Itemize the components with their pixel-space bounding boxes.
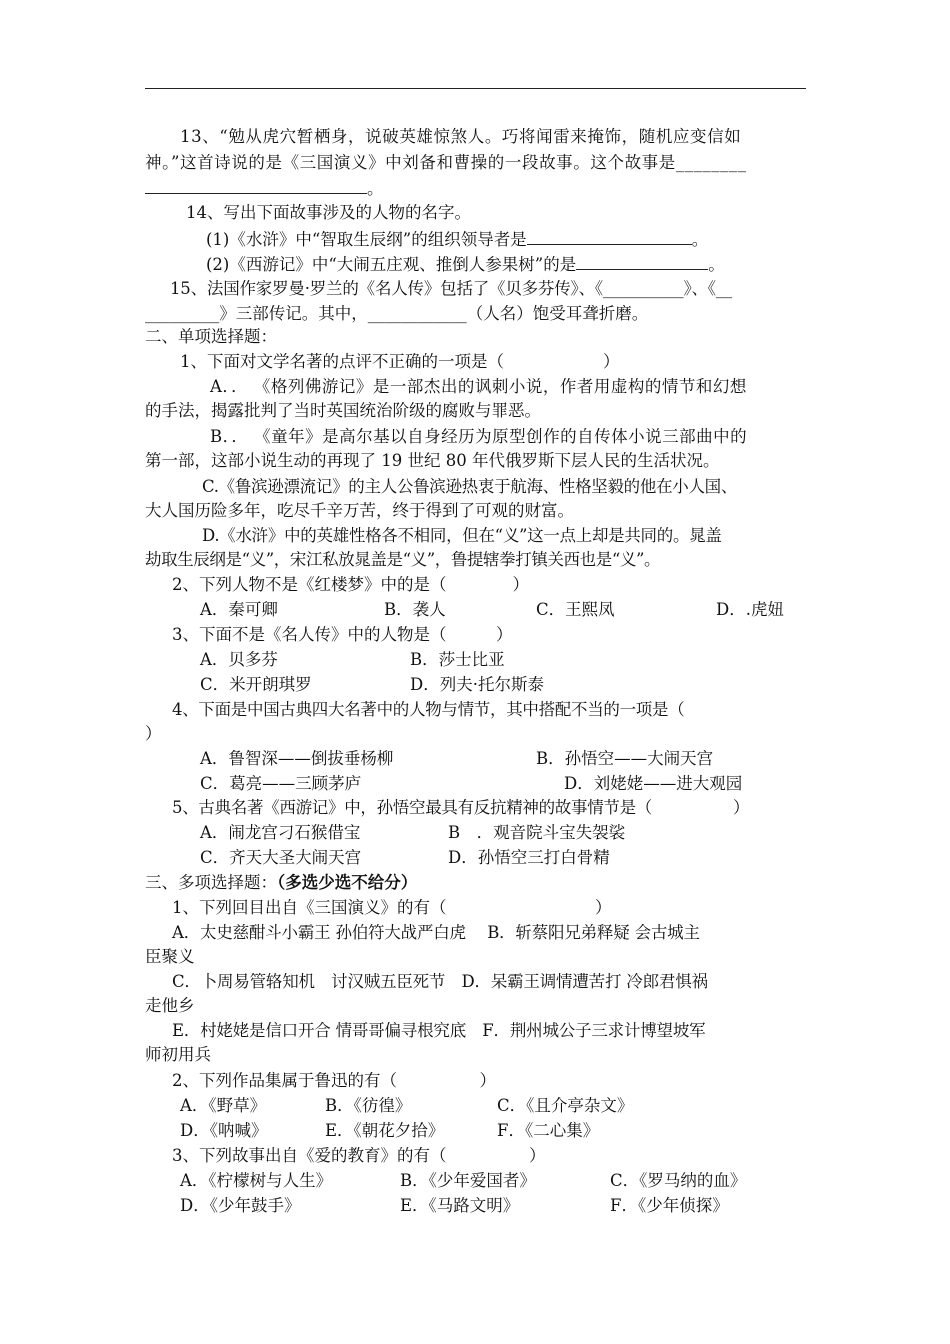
header-rule: [145, 88, 806, 89]
s2-q5-option-c: C．齐天大圣大闹天宫: [200, 848, 362, 867]
q14-item-2-end: 。: [708, 255, 725, 274]
s2-q1-option-d: D.《水浒》中的英雄性格各不相同，但在“义”这一点上却是共同的。晁盖: [202, 526, 722, 545]
q14-item-2-text: (2)《西游记》中“大闹五庄观、推倒人参果树”的是: [206, 255, 577, 274]
s3-q2-option-f: F．《二心集》: [497, 1121, 600, 1140]
q15-line-2: _________》三部传记。其中，____________（人名）饱受耳聋折磨。: [145, 304, 649, 323]
s2-q1-option-c-cont: 大人国历险多年，吃尽千辛万苦，终于得到了可观的财富。: [145, 501, 574, 520]
s3-q3-option-c: C．《罗马纳的血》: [610, 1171, 747, 1190]
s3-q1-options-ef-cont: 师初用兵: [145, 1045, 211, 1064]
q13-line-1: 13、“勉从虎穴暂栖身，说破英雄惊煞人。巧将闻雷来掩饰，随机应变信如: [180, 127, 742, 146]
s2-q1-option-b: B．． 《童年》是高尔基以自身经历为原型创作的自传体小说三部曲中的: [210, 427, 748, 446]
q13-line-3: [145, 177, 384, 200]
s2-q4-option-b: B．孙悟空——大闹天宫: [536, 749, 714, 768]
s3-q3-option-b: B．《少年爱国者》: [400, 1171, 536, 1190]
q13-end: 。: [367, 179, 384, 198]
q13-line-2: 神。”这首诗说的是《三国演义》中刘备和曹操的一段故事。这个故事是________: [145, 153, 747, 172]
s2-q5: 5、古典名著《西游记》中，孙悟空最具有反抗精神的故事情节是（ ）: [172, 798, 750, 817]
s2-q3-option-c: C．米开朗琪罗: [200, 675, 312, 694]
s2-q4-option-d: D．刘姥姥——进大观园: [564, 774, 743, 793]
answer-blank[interactable]: [145, 177, 367, 194]
q15-line-1: 15、法国作家罗曼·罗兰的《名人传》包括了《贝多芬传》、《__________》、《__: [170, 279, 732, 298]
s3-q1-options-cd: C．卜周易管辂知机 讨汉贼五臣死节 D．呆霸王调情遭苦打 冷郎君惧祸: [172, 972, 708, 991]
s3-q1: 1、下列回目出自《三国演义》的有（ ）: [172, 898, 612, 917]
s3-q1-options-ab: A．太史慈酣斗小霸王 孙伯符大战严白虎 B．斩蔡阳兄弟释疑 会古城主: [172, 923, 700, 942]
s2-q4-option-a: A．鲁智深——倒拔垂杨柳: [200, 749, 394, 768]
section-3-heading: [145, 872, 417, 894]
s2-q1-option-b-cont: 第一部，这部小说生动的再现了 19 世纪 80 年代俄罗斯下层人民的生活状况。: [145, 451, 720, 470]
q14-title: 14、写出下面故事涉及的人物的名字。: [186, 203, 471, 222]
s3-q1-options-ab-cont: 臣聚义: [145, 947, 195, 966]
s2-q3-option-d: D．列夫·托尔斯泰: [410, 675, 544, 694]
q14-item-1: [206, 228, 708, 251]
s3-q2-option-b: B．《彷徨》: [325, 1096, 412, 1115]
s3-q2-option-a: A．《野草》: [180, 1096, 267, 1115]
s3-q3-option-e: E．《马路文明》: [400, 1196, 520, 1215]
s3-q3: 3、下列故事出自《爱的教育》的有（ ）: [172, 1146, 546, 1165]
s3-q2: 2、下列作品集属于鲁迅的有（ ）: [172, 1071, 496, 1090]
section-2-heading: 二、单项选择题：: [145, 327, 277, 346]
s3-q2-option-c: C．《且介亭杂文》: [497, 1096, 634, 1115]
s2-q2-option-c: C．王熙凤: [536, 600, 615, 619]
answer-blank[interactable]: [527, 228, 692, 245]
s3-q3-option-a: A．《柠檬树与人生》: [180, 1171, 333, 1190]
s2-q2-option-d: D．.虎妞: [716, 600, 784, 619]
s2-q5-option-b: B ．观音院斗宝失袈裟: [448, 823, 626, 842]
s3-q3-option-d: D．《少年鼓手》: [180, 1196, 301, 1215]
s2-q1: 1、下面对文学名著的点评不正确的一项是（ ）: [180, 352, 620, 371]
q14-item-1-end: 。: [691, 230, 709, 249]
s2-q3-option-a: A．贝多芬: [200, 650, 278, 669]
q14-item-1-text: (1)《水浒》中“智取生辰纲”的组织领导者是: [206, 230, 527, 249]
s3-q3-option-f: F．《少年侦探》: [610, 1196, 729, 1215]
s2-q1-option-c: C.《鲁滨逊漂流记》的主人公鲁滨逊热衷于航海、性格坚毅的他在小人国、: [202, 477, 738, 496]
s2-q2-option-a: A．秦可卿: [200, 600, 278, 619]
s3-q2-option-e: E．《朝花夕拾》: [325, 1121, 445, 1140]
s3-q1-options-ef: E．村姥姥是信口开合 情哥哥偏寻根究底 F．荆州城公子三求计博望坡军: [172, 1021, 706, 1040]
answer-blank[interactable]: [576, 253, 708, 270]
s2-q2: 2、下列人物不是《红楼梦》中的是（ ）: [172, 575, 529, 594]
section-3-title: 三、多项选择题：: [145, 873, 277, 892]
s2-q4-option-c: C．葛亮——三顾茅庐: [200, 774, 362, 793]
s3-q2-option-d: D．《呐喊》: [180, 1121, 268, 1140]
s2-q4-cont: ）: [145, 724, 162, 743]
q14-item-2: [206, 253, 725, 276]
s2-q2-option-b: B．袭人: [384, 600, 446, 619]
s2-q3-option-b: B．莎士比亚: [410, 650, 505, 669]
s2-q1-option-a: A．． 《格列佛游记》是一部杰出的讽刺小说，作者用虚构的情节和幻想: [210, 377, 747, 396]
s2-q4: 4、下面是中国古典四大名著中的人物与情节，其中搭配不当的一项是（: [172, 700, 685, 719]
s2-q5-option-a: A．闹龙宫刁石猴借宝: [200, 823, 361, 842]
s2-q1-option-a-cont: 的手法，揭露批判了当时英国统治阶级的腐败与罪恶。: [145, 401, 541, 420]
section-3-note: （多选少选不给分）: [277, 873, 418, 892]
s2-q3: 3、下面不是《名人传》中的人物是（ ）: [172, 625, 513, 644]
s3-q1-options-cd-cont: 走他乡: [145, 996, 195, 1015]
s2-q1-option-d-cont: 劫取生辰纲是“义”，宋江私放晁盖是“义”，鲁提辖拳打镇关西也是“义”。: [145, 550, 661, 569]
s2-q5-option-d: D．孙悟空三打白骨精: [448, 848, 610, 867]
